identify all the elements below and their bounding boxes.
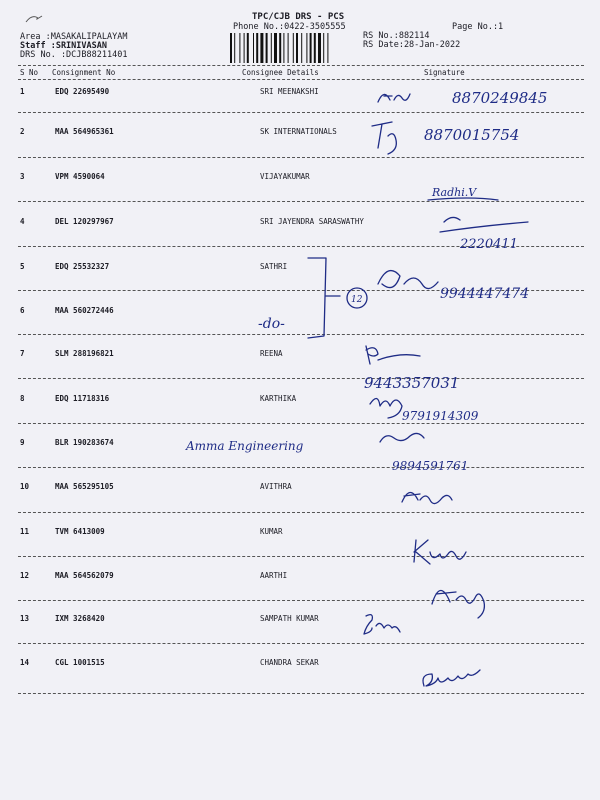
circle-number: 12 — [351, 295, 363, 305]
barcode-bar — [260, 33, 263, 63]
barcode-bar — [296, 33, 298, 63]
row-divider — [18, 556, 584, 557]
phone-row-7: 9443357031 — [364, 374, 460, 392]
row-sno: 14 — [20, 658, 30, 667]
row-consignment: MAA 565295105 — [55, 482, 114, 491]
row-consignment: EDQ 25532327 — [55, 262, 110, 271]
staff-field: Staff :SRINIVASAN — [20, 41, 107, 51]
row-consignment: EDQ 22695490 — [55, 87, 110, 96]
barcode-bar — [327, 33, 328, 63]
row-sno: 3 — [20, 172, 25, 181]
row-divider — [18, 643, 584, 644]
row-consignee: KUMAR — [260, 527, 283, 536]
signature-row-12 — [432, 590, 484, 618]
row-sno: 6 — [20, 306, 25, 315]
barcode-bar — [274, 33, 277, 63]
barcode-bar — [230, 33, 232, 63]
signature-underline-row-3 — [428, 198, 498, 200]
header-divider — [18, 65, 584, 66]
row-consignee: REENA — [260, 349, 283, 358]
barcode-bar — [310, 33, 312, 63]
row-consignment: MAA 564562079 — [55, 571, 114, 580]
barcode-bar — [279, 33, 281, 63]
row-consignee: SATHRI — [260, 262, 288, 271]
row-consignee: AVITHRA — [260, 482, 292, 491]
row-divider — [18, 600, 584, 601]
row-sno: 10 — [20, 482, 30, 491]
row-sno: 12 — [20, 571, 30, 580]
ditto-bracket — [308, 258, 340, 338]
footer-divider — [18, 693, 584, 694]
row-sno: 4 — [20, 217, 25, 226]
col-consignment: Consignment No — [52, 68, 116, 77]
signature-row-1 — [378, 94, 410, 102]
signature-row-9 — [380, 433, 424, 442]
row-consignment: BLR 190283674 — [55, 438, 114, 447]
signature-row-14 — [423, 670, 480, 686]
phone-number: Phone No.:0422-3505555 — [233, 22, 346, 32]
row-sno: 11 — [20, 527, 30, 536]
barcode-bar — [247, 33, 249, 63]
row-consignee: SRI MEENAKSHI — [260, 87, 319, 96]
row-consignment: MAA 564965361 — [55, 127, 114, 136]
row-consignment: DEL 120297967 — [55, 217, 114, 226]
signature-row-3: Radhi.V — [432, 186, 477, 199]
row-divider — [18, 246, 584, 247]
document-title: TPC/CJB DRS - PCS — [252, 12, 345, 22]
row-divider — [18, 423, 584, 424]
col-consignee: Consignee Details — [242, 68, 319, 77]
row-consignment: VPM 4590064 — [55, 172, 105, 181]
row-divider — [18, 112, 584, 113]
row-sno: 7 — [20, 349, 25, 358]
column-divider — [18, 79, 584, 80]
signature-row-8 — [370, 398, 402, 418]
rs-number: RS No.:882114 — [363, 31, 430, 41]
col-signature: Signature — [424, 68, 465, 77]
row-consignee: CHANDRA SEKAR — [260, 658, 319, 667]
barcode-bar — [271, 33, 272, 63]
phone-row-8: 9791914309 — [402, 409, 479, 423]
barcode-bar — [306, 33, 307, 63]
row-sno: 13 — [20, 614, 30, 623]
row-divider — [18, 378, 584, 379]
row-consignment: MAA 560272446 — [55, 306, 114, 315]
barcode-bar — [256, 33, 258, 63]
row-consignee: KARTHIKA — [260, 394, 297, 403]
row-consignee: SAMPATH KUMAR — [260, 614, 319, 623]
row-consignment: EDQ 11718316 — [55, 394, 110, 403]
barcode-bar — [266, 33, 268, 63]
ditto-row-6: -do- — [258, 316, 285, 332]
signature-row-7 — [366, 346, 420, 364]
phone-row-5: 9944447474 — [440, 286, 530, 302]
row-consignee: VIJAYAKUMAR — [260, 172, 310, 181]
circle-mark — [347, 288, 367, 308]
scribble-mark-icon — [24, 12, 44, 26]
barcode-bar — [234, 33, 235, 63]
area-field: Area :MASAKALIPALAYAM — [20, 32, 128, 42]
row-sno: 5 — [20, 262, 25, 271]
row-divider — [18, 201, 584, 202]
row-consignee: SK INTERNATIONALS — [260, 127, 337, 136]
barcode-bar — [253, 33, 254, 63]
barcode-bar — [301, 33, 302, 63]
phone-row-9: 9894591761 — [392, 459, 469, 473]
row-consignment: SLM 288196821 — [55, 349, 114, 358]
row-sno: 8 — [20, 394, 25, 403]
signature-row-10 — [402, 492, 452, 503]
signature-row-5 — [378, 271, 438, 289]
barcode-bar — [314, 33, 316, 63]
barcode-bar — [293, 33, 294, 63]
barcode-bar — [283, 33, 284, 63]
row-sno: 1 — [20, 87, 25, 96]
row-consignment: TVM 6413009 — [55, 527, 105, 536]
row-divider — [18, 290, 584, 291]
signature-row-4 — [440, 217, 528, 232]
row-sno: 2 — [20, 127, 25, 136]
signature-row-11 — [414, 540, 466, 564]
rs-date: RS Date:28-Jan-2022 — [363, 40, 461, 50]
barcode-bar — [244, 33, 245, 63]
drs-number: DRS No. :DCJB88211401 — [20, 50, 128, 60]
phone-row-1: 8870249845 — [452, 89, 548, 107]
row-divider — [18, 334, 584, 335]
row-consignment: CGL 1001515 — [55, 658, 105, 667]
barcode-bar — [239, 33, 240, 63]
phone-row-2: 8870015754 — [424, 126, 520, 144]
col-sno: S No — [20, 68, 39, 77]
page-number: Page No.:1 — [452, 22, 504, 32]
row-divider — [18, 157, 584, 158]
row-divider — [18, 512, 584, 513]
note-row-9: Amma Engineering — [186, 439, 304, 453]
row-consignee: SRI JAYENDRA SARASWATHY — [260, 217, 364, 226]
phone-row-4: 2220411 — [460, 237, 518, 252]
signature-row-13 — [364, 615, 400, 634]
barcode-bar — [318, 33, 321, 63]
barcode-bar — [288, 33, 289, 63]
row-consignment: IXM 3268420 — [55, 614, 105, 623]
barcode-bar — [323, 33, 324, 63]
signature-row-2 — [372, 122, 396, 154]
row-sno: 9 — [20, 438, 25, 447]
barcode — [230, 33, 356, 63]
row-divider — [18, 467, 584, 468]
row-consignee: AARTHI — [260, 571, 288, 580]
